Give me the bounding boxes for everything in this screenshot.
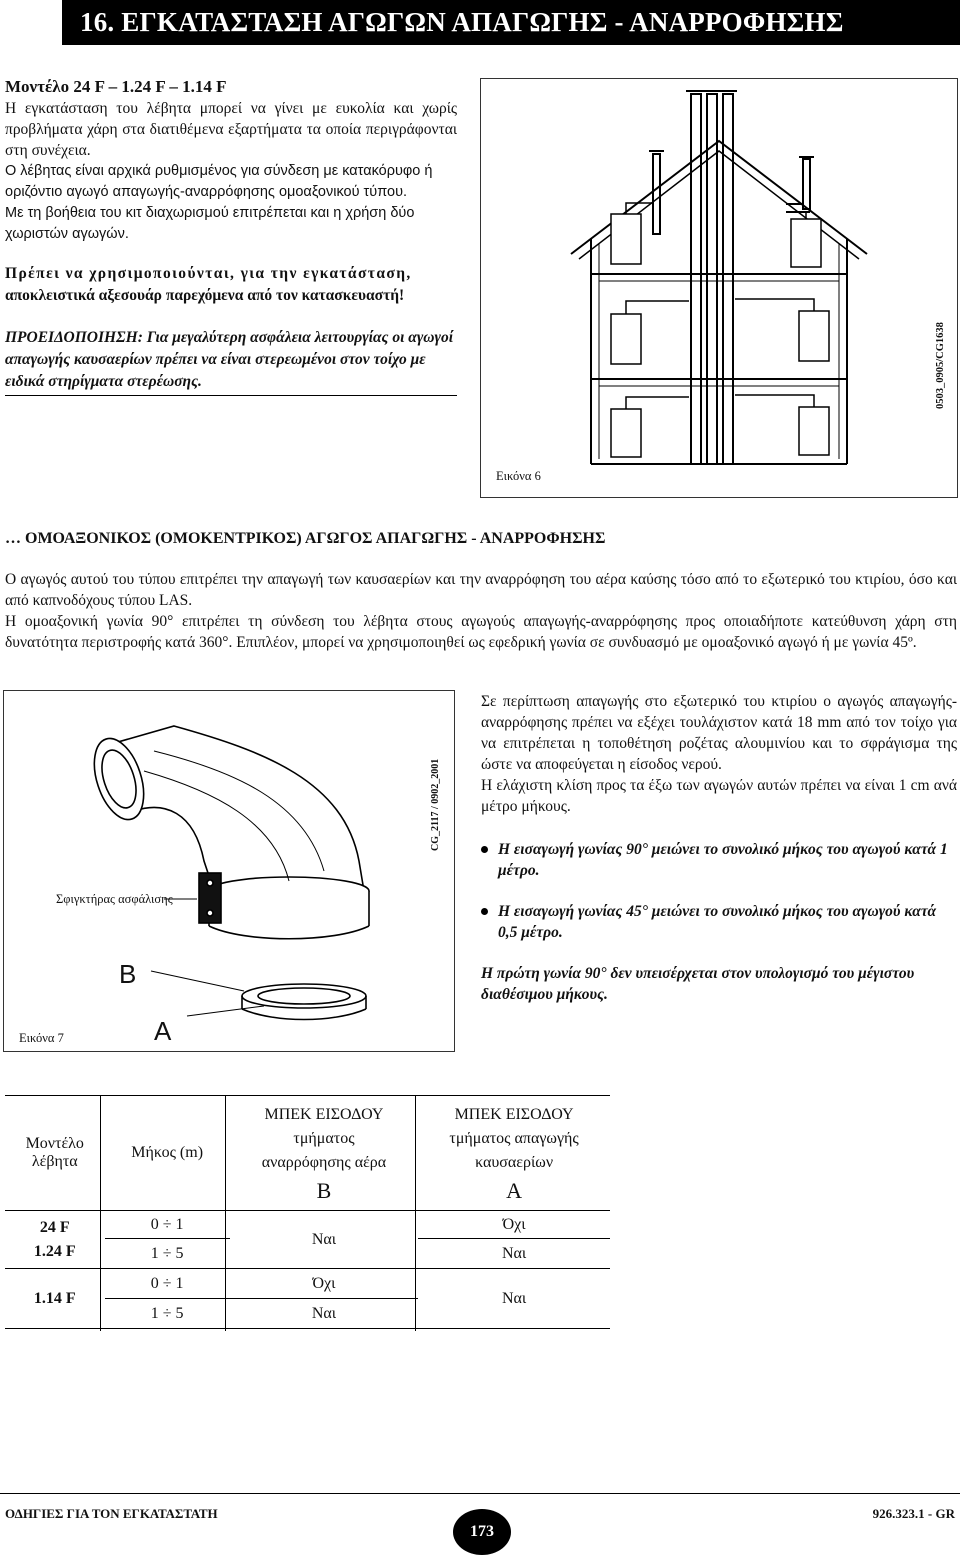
figure-6-code: 0503_0905/CG1638	[935, 322, 946, 409]
length-cell: 1 ÷ 5	[105, 1239, 230, 1269]
table-row	[5, 1211, 610, 1239]
part-b-label: B	[119, 959, 137, 989]
bullet-dot-icon	[481, 908, 488, 915]
right-paragraph-2: Η ελάχιστη κλίση προς τα έξω των αγωγών αυτών πρέπει να είναι 1 cm ανά μέτρο μήκους.	[481, 777, 957, 815]
coaxial-text	[5, 569, 957, 653]
table-divider	[100, 1095, 101, 1331]
figure-7-code: CG_2117 / 0902_2001	[430, 758, 441, 851]
intro-paragraph-1: Η εγκατάσταση του λέβητα μπορεί να γίνει με ευκολία και χωρίς προβλήματα χάρη στα διατιθέμενα εξαρτήματα τα οποία περιγράφονται στη συνέχεια.	[5, 100, 457, 159]
table-divider	[225, 1095, 226, 1331]
intro-column	[5, 76, 457, 396]
figure-6-frame	[480, 78, 958, 498]
intro-paragraph-2: Ο λέβητας είναι αρχικά ρυθμισμένος για σύνδεση με κατακόρυφο ή οριζόντιο αγωγό απαγωγής-αναρρόφησης ομοαξονικού τύπου.	[5, 163, 433, 200]
model-title: Μοντέλο 24 F – 1.24 F – 1.14 F	[5, 77, 227, 96]
intro-paragraph-3: Με τη βοήθεια του κιτ διαχωρισμού επιτρέπεται και η χρήση δύο χωριστών αγωγών.	[5, 205, 415, 242]
model-114f: 1.14 F	[33, 1289, 76, 1307]
warning-line-2: αποκλειστικά αξεσουάρ παρεχόμενα από τον κατασκευαστή!	[5, 287, 405, 304]
page-number: 173	[453, 1509, 511, 1555]
right-paragraph-1: Σε περίπτωση απαγωγής στο εξωτερικό του κτιρίου ο αγωγός απαγωγής-αναρρόφησης πρέπει να εξέχει τουλάχιστον κατά 18 mm από τον τοίχο για να επιτρέπεται η τοποθέτηση ροζέτας αλουμινίου και το σφράγισμα της ώστε να αποφεύγεται η είσοδος νερού.	[481, 693, 957, 773]
bullet-dot-icon	[481, 846, 488, 853]
length-cell: 0 ÷ 1	[150, 1274, 184, 1292]
nozzle-a-cell: Όχι	[502, 1215, 526, 1233]
first-elbow-note: Η πρώτη γωνία 90° δεν υπεισέρχεται στον υπολογισμό του μέγιστου διαθέσιμου μήκους.	[481, 965, 915, 1003]
nozzle-a-cell: Ναι	[501, 1289, 527, 1307]
nozzle-table	[5, 1095, 610, 1329]
safety-caution: ΠΡΟΕΙΔΟΠΟΙΗΣΗ: Για μεγαλύτερη ασφάλεια λειτουργίας οι αγωγοί απαγωγής καυσαερίων πρέπει να είναι στερεωμένοι στον τοίχο με ειδικά στηρίγματα στερέωσης.	[5, 327, 457, 396]
building-flue-diagram	[481, 79, 957, 497]
header-length: Μήκος (m)	[131, 1144, 204, 1161]
figure-7-caption: Εικόνα 7	[19, 1031, 64, 1045]
section-title: 16. ΕΓΚΑΤΑΣΤΑΣΗ ΑΓΩΓΩΝ ΑΠΑΓΩΓΗΣ - ΑΝΑΡΡΟΦΗΣΗΣ	[62, 0, 960, 45]
right-column	[481, 691, 957, 1005]
bullet-90-degree	[481, 839, 957, 881]
coaxial-heading: … ΟΜΟΑΞΟΝΙΚΟΣ (ΟΜΟΚΕΝΤΡΙΚΟΣ) ΑΓΩΓΟΣ ΑΠΑΓΩΓΗΣ - ΑΝΑΡΡΟΦΗΣΗΣ	[5, 530, 606, 547]
part-a-label: A	[154, 1016, 172, 1046]
header-nozzle-b: ΜΠΕΚ ΕΙΣΟΔΟΥ τμήματος αναρρόφησης αέρα B	[261, 1106, 387, 1203]
length-cell: 1 ÷ 5	[105, 1299, 230, 1329]
table-row	[5, 1269, 610, 1299]
bullet-45-text: Η εισαγωγή γωνίας 45° μειώνει το συνολικό μήκος του αγωγού κατά 0,5 μέτρο.	[498, 903, 937, 941]
nozzle-table-grid	[5, 1095, 610, 1329]
nozzle-b-cell: Ναι	[230, 1299, 418, 1329]
model-24f: 24 F 1.24 F	[33, 1218, 76, 1260]
footer-right: 926.323.1 - GR	[872, 1506, 955, 1521]
warning-line-1: Πρέπει να χρησιμοποιούνται, για την εγκατάσταση,	[5, 265, 412, 282]
bullet-90-text: Η εισαγωγή γωνίας 90° μειώνει το συνολικό μήκος του αγωγού κατά 1 μέτρο.	[498, 841, 948, 879]
footer-left: ΟΔΗΓΙΕΣ ΓΙΑ ΤΟΝ ΕΓΚΑΤΑΣΤΑΤΗ	[5, 1506, 218, 1521]
length-cell: 0 ÷ 1	[150, 1215, 184, 1233]
coaxial-elbow-diagram	[4, 691, 454, 1051]
nozzle-b-cell: Ναι	[311, 1230, 337, 1248]
figure-7-frame	[3, 690, 455, 1052]
table-divider	[415, 1095, 416, 1331]
nozzle-a-cell: Ναι	[418, 1239, 610, 1269]
bullet-45-degree	[481, 901, 957, 943]
coaxial-paragraph-1: Ο αγωγός αυτού του τύπου επιτρέπει την απαγωγή των καυσαερίων και την αναρρόφηση του αέρα καύσης τόσο από το εξωτερικό του κτιρίου, όσο και από καπνοδόχους τύπου LAS.	[5, 571, 957, 609]
header-nozzle-a: ΜΠΕΚ ΕΙΣΟΔΟΥ τμήματος απαγωγής καυσαερίων A	[449, 1106, 579, 1203]
coaxial-paragraph-2: Η ομοαξονική γωνία 90° επιτρέπει τη σύνδεση του λέβητα στους αγωγούς απαγωγής-αναρρόφησης προς οποιαδήποτε κατεύθυνση χάρη στη δυνατότητα περιστροφής κατά 360°. Επιπλέον, μπορεί να χρησιμοποιηθεί ως εφεδρική γωνία σε συνδυασμό με ομοαξονικό αγωγό ή με γωνία 45º.	[5, 613, 957, 651]
nozzle-b-cell: Όχι	[312, 1274, 336, 1292]
figure-6-caption: Εικόνα 6	[496, 469, 541, 483]
header-model: Μοντέλο λέβητα	[25, 1135, 84, 1170]
footer-rule	[0, 1493, 960, 1494]
clamp-label: Σφιγκτήρας ασφάλισης	[56, 892, 173, 906]
